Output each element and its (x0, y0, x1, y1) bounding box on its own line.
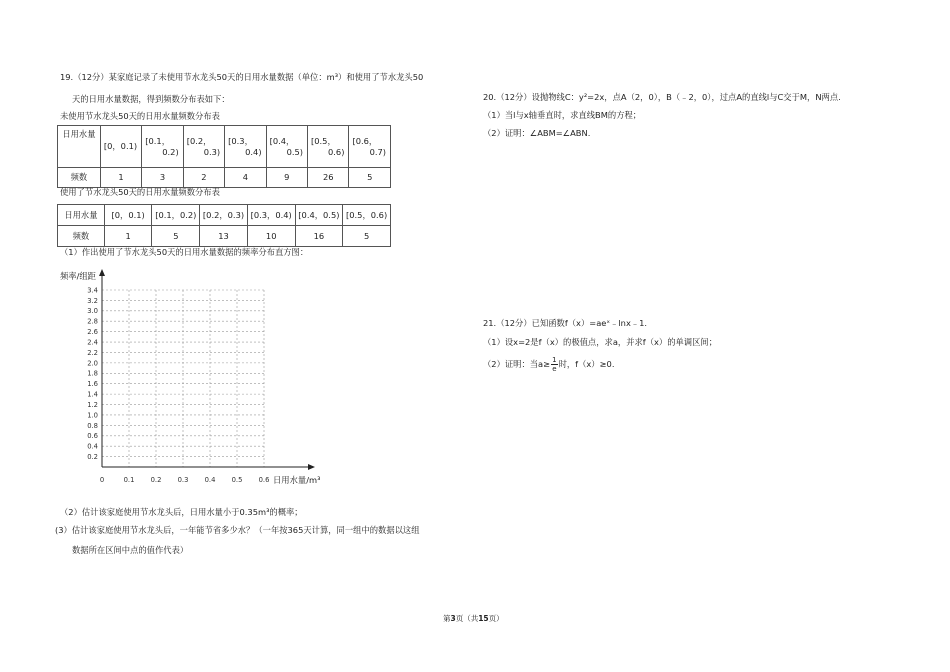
table2-freq-label: 频数 (58, 226, 105, 247)
footer-page-number: 3 (450, 614, 456, 623)
table1-row-label: 日用水量 (58, 126, 101, 168)
y-tick-label: 1.2 (87, 400, 98, 409)
table2-freq: 5 (343, 226, 391, 247)
table1-freq: 3 (142, 168, 183, 188)
y-tick-label: 3.0 (87, 307, 98, 316)
y-tick-label: 3.4 (87, 286, 98, 295)
table2-freq: 16 (295, 226, 343, 247)
fraction-numerator: 1 (552, 356, 557, 364)
y-tick-label: 1.8 (87, 369, 98, 378)
table1-interval: [0.5， 0.6) (308, 126, 349, 168)
y-tick-label: 0.8 (87, 421, 98, 430)
y-tick-label: 0.4 (87, 442, 98, 451)
q21-part2 (483, 354, 614, 374)
y-tick-label: 1.0 (87, 411, 98, 420)
table1-freq: 2 (183, 168, 224, 188)
q19-stem-line1: 19.（12分）某家庭记录了未使用节水龙头50天的日用水量数据（单位：m³）和使用了节水龙头50 (60, 72, 424, 82)
table1-interval: [0.4， 0.5) (266, 126, 307, 168)
y-tick-label: 3.2 (87, 296, 98, 305)
q19-stem-line2: 天的日用水量数据，得到频数分布表如下： (72, 94, 230, 104)
y-tick-label: 0.6 (87, 432, 98, 441)
table1-interval: [0，0.1) (100, 126, 141, 168)
footer-prefix: 第 (443, 614, 451, 623)
table1-freq-row (58, 168, 391, 188)
chart-axes (99, 269, 315, 470)
table1-freq-label: 频数 (58, 168, 101, 188)
q19-part1: （1）作出使用了节水龙头50天的日用水量数据的频率分布直方图： (60, 247, 309, 257)
chart-grid (102, 290, 264, 467)
table1-interval-row (58, 126, 391, 168)
table2-row-label: 日用水量 (58, 205, 105, 226)
x-tick-label: 0.6 (258, 476, 270, 484)
table2-freq: 5 (152, 226, 200, 247)
table2-interval: [0.3，0.4) (247, 205, 295, 226)
table2-interval: [0，0.1) (104, 205, 152, 226)
table2-freq-row (58, 226, 391, 247)
table2-interval: [0.2，0.3) (200, 205, 248, 226)
freq-table-after (57, 204, 391, 247)
q21-part2-suffix: 时，f（x）≥0. (558, 359, 615, 369)
x-tick-label: 0.1 (123, 476, 135, 484)
table2-interval-row (58, 205, 391, 226)
fraction-one-over-e (551, 356, 557, 373)
fraction-denominator: e (552, 365, 557, 373)
chart-y-axis-label: 频率/组距 (60, 271, 96, 281)
table1-caption: 未使用节水龙头50天的日用水量频数分布表 (60, 111, 220, 121)
chart-x-axis-label: 日用水量/m³ (273, 475, 321, 485)
y-tick-label: 2.6 (87, 328, 98, 337)
footer-suffix: 页） (488, 614, 504, 623)
table2-freq: 13 (200, 226, 248, 247)
q19-part2: （2）估计该家庭使用节水龙头后，日用水量小于0.35m³的概率； (60, 507, 303, 517)
table2-caption: 使用了节水龙头50天的日用水量频数分布表 (60, 187, 220, 197)
footer-middle: 页（共 (455, 614, 479, 623)
table1-freq: 5 (349, 168, 391, 188)
table2-freq: 1 (104, 226, 152, 247)
x-axis-arrow (308, 464, 315, 470)
table1-interval: [0.6， 0.7) (349, 126, 391, 168)
freq-table-before (57, 125, 391, 188)
y-tick-label: 2.4 (87, 338, 98, 347)
chart-ticks (87, 286, 269, 484)
q21-stem: 21.（12分）已知函数f（x）=aeˣ﹣lnx﹣1. (483, 318, 648, 328)
table2-freq: 10 (247, 226, 295, 247)
page-footer (443, 613, 504, 624)
x-tick-label: 0.4 (204, 476, 216, 484)
table1-freq: 4 (225, 168, 266, 188)
table1-interval: [0.2， 0.3) (183, 126, 224, 168)
table1-freq: 1 (100, 168, 141, 188)
y-tick-label: 0.2 (87, 452, 98, 461)
q20-stem: 20.（12分）设抛物线C：y²=2x，点A（2，0），B（﹣2，0），过点A的直线l与C交于M，N两点. (483, 92, 841, 102)
q20-part2: （2）证明：∠ABM=∠ABN. (483, 128, 591, 138)
table1-interval: [0.3， 0.4) (225, 126, 266, 168)
y-tick-label: 1.4 (87, 390, 98, 399)
x-tick-label: 0.5 (231, 476, 243, 484)
table2-interval: [0.1，0.2) (152, 205, 200, 226)
table2-interval: [0.5，0.6) (343, 205, 391, 226)
q20-part1: （1）当l与x轴垂直时，求直线BM的方程； (483, 110, 642, 120)
y-axis-arrow (99, 269, 105, 276)
y-tick-label: 2.2 (87, 348, 98, 357)
q19-part3-line1: (3）估计该家庭使用节水龙头后，一年能节省多少水？（一年按365天计算，同一组中的数据以这组 (55, 525, 420, 535)
x-tick-label: 0 (99, 476, 105, 484)
y-tick-label: 2.8 (87, 317, 98, 326)
x-tick-label: 0.2 (150, 476, 162, 484)
footer-total-pages: 15 (478, 614, 489, 623)
q19-part3-line2: 数据所在区间中点的值作代表） (72, 545, 189, 555)
table1-freq: 26 (308, 168, 349, 188)
x-tick-label: 0.3 (177, 476, 189, 484)
y-tick-label: 2.0 (87, 359, 98, 368)
y-tick-label: 1.6 (87, 380, 98, 389)
table2-interval: [0.4，0.5) (295, 205, 343, 226)
table1-interval: [0.1， 0.2) (142, 126, 183, 168)
histogram-grid-chart (60, 265, 340, 495)
q21-part2-prefix: （2）证明：当a≥ (483, 359, 551, 369)
table1-freq: 9 (266, 168, 307, 188)
q21-part1: （1）设x=2是f（x）的极值点，求a，并求f（x）的单调区间； (483, 337, 717, 347)
